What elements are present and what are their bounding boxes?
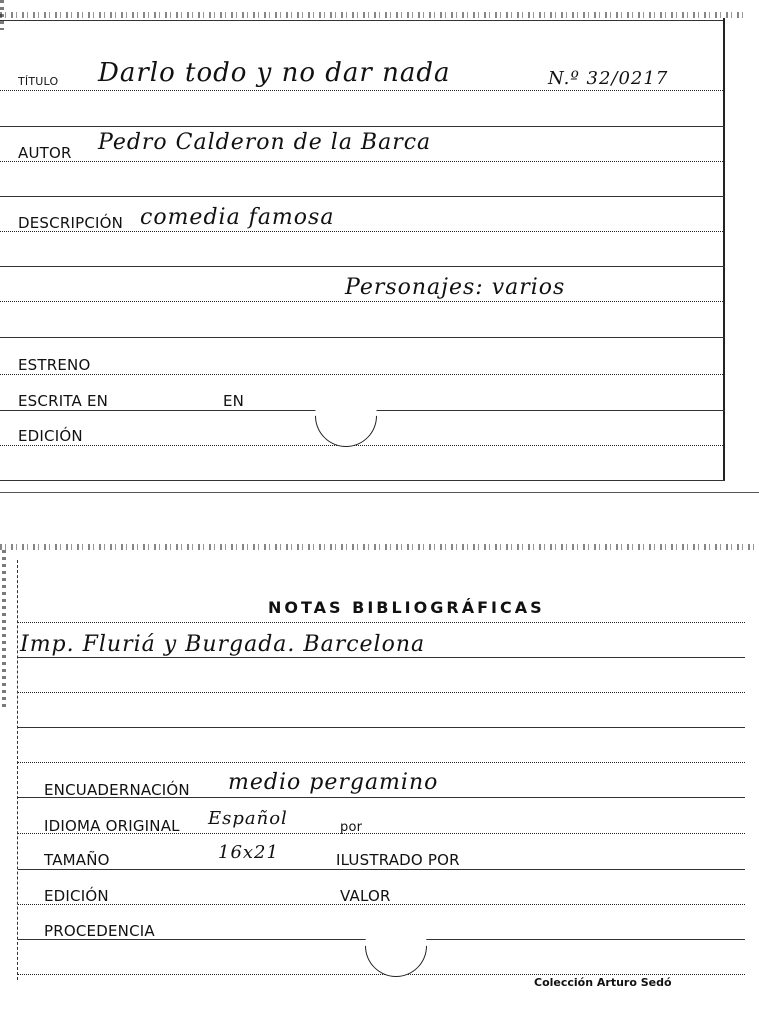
rule [18, 727, 745, 728]
procedencia-label: PROCEDENCIA [44, 922, 155, 940]
edicion-label: EDICIÓN [18, 427, 83, 445]
catalog-card-bottom [0, 540, 759, 1028]
rule [0, 161, 725, 162]
ilustrado-label: ILUSTRADO POR [336, 851, 460, 869]
card-bottom-edge [0, 492, 759, 493]
catalog-card-top [0, 0, 745, 495]
rule [18, 692, 745, 693]
rule [0, 445, 725, 446]
personajes-value: Personajes: varios [345, 275, 566, 300]
tamano-value: 16x21 [218, 842, 279, 863]
card-top-edge [0, 12, 745, 18]
card-left-border [17, 560, 18, 980]
notas-value: Imp. Fluriá y Burgada. Barcelona [20, 632, 426, 657]
encuadernacion-label: ENCUADERNACIÓN [44, 781, 190, 799]
card-top-edge [0, 544, 759, 550]
rule [18, 622, 745, 623]
edicion-label: EDICIÓN [44, 887, 109, 905]
punch-hole [302, 372, 390, 460]
rule [0, 196, 725, 197]
rule [0, 374, 725, 375]
rule [18, 762, 745, 763]
rule [18, 869, 745, 870]
descripcion-value: comedia famosa [140, 205, 335, 230]
rule [0, 90, 725, 91]
rule [0, 266, 725, 267]
rule [0, 480, 725, 481]
punch-hole [352, 902, 440, 990]
rule [0, 126, 725, 127]
encuadernacion-value: medio pergamino [228, 770, 439, 795]
autor-label: AUTOR [18, 144, 72, 162]
rule [18, 657, 745, 658]
idioma-value: Español [208, 808, 288, 829]
titulo-label: TÍTULO [18, 75, 59, 88]
numero-value: N.º 32/0217 [548, 68, 669, 89]
card-left-edge [2, 550, 6, 710]
por-label: por [340, 820, 363, 835]
collection-footer: Colección Arturo Sedó [534, 976, 672, 989]
escrita-en-label: ESCRITA EN [18, 392, 109, 410]
rule [0, 301, 725, 302]
valor-label: VALOR [340, 887, 391, 905]
autor-value: Pedro Calderon de la Barca [98, 130, 432, 155]
descripcion-label: DESCRIPCIÓN [18, 214, 124, 232]
idioma-label: IDIOMA ORIGINAL [44, 817, 180, 835]
card-left-edge [0, 0, 4, 30]
rule [0, 337, 725, 338]
titulo-value: Darlo todo y no dar nada [98, 58, 451, 88]
en-label: EN [223, 392, 245, 410]
tamano-label: TAMAÑO [44, 851, 110, 869]
notas-heading: NOTAS BIBLIOGRÁFICAS [268, 598, 545, 617]
estreno-label: ESTRENO [18, 356, 91, 374]
rule [0, 20, 723, 21]
